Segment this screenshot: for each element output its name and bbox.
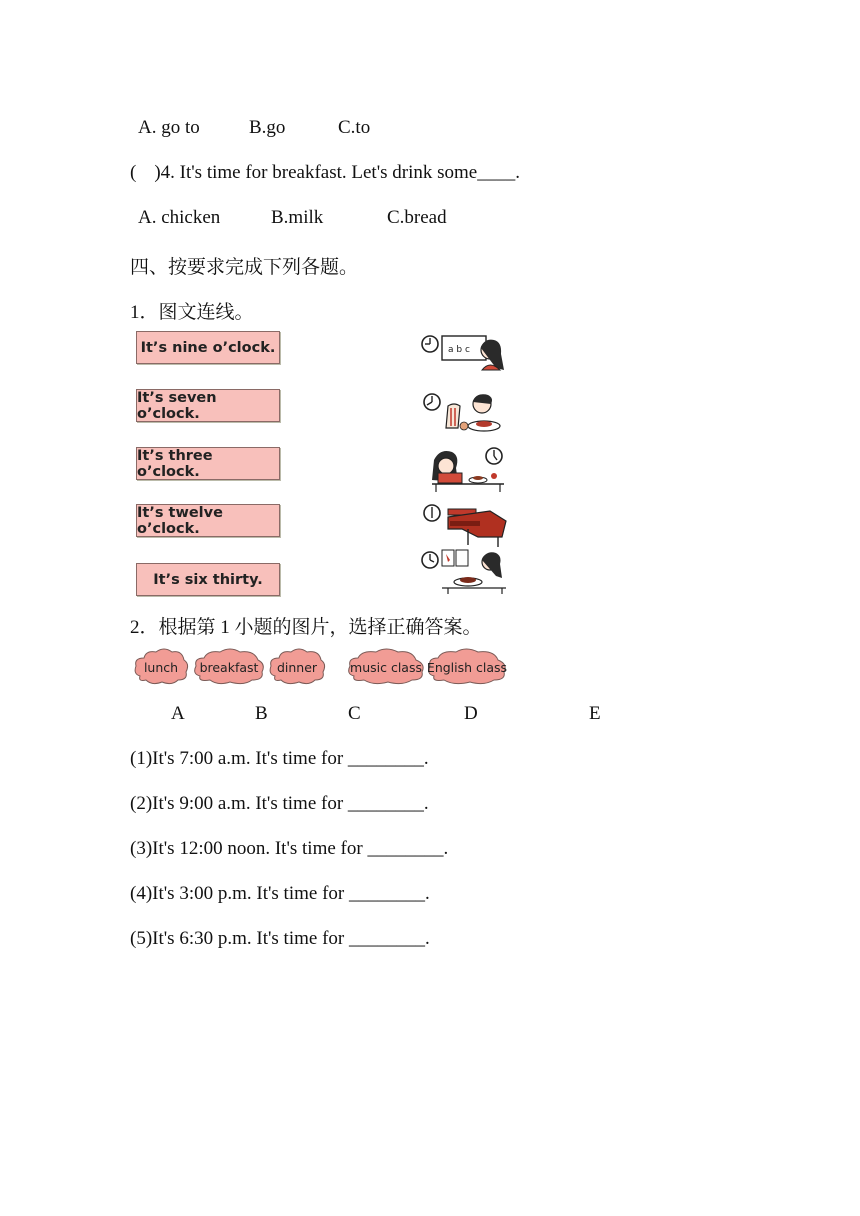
q4-option-a: A. chicken: [138, 207, 221, 228]
question-5: (5)It's 6:30 p.m. It's time for ________.: [130, 928, 430, 949]
cloud-dinner: [267, 646, 327, 688]
label-nine-oclock: It’s nine o’clock.: [136, 331, 280, 364]
cloud-dinner-text: dinner: [276, 659, 318, 675]
q4-option-c: C.bread: [387, 207, 447, 228]
dinner-picture: [418, 446, 508, 492]
section4-title: 四、按要求完成下列各题。: [130, 257, 359, 278]
cloud-music-class: [346, 646, 426, 688]
breakfast-picture: [418, 388, 508, 434]
letter-c: C: [348, 703, 361, 724]
english-class-picture: [418, 330, 508, 376]
q4-option-b: B.milk: [271, 207, 324, 228]
label-three-oclock: It’s three o’clock.: [136, 447, 280, 480]
cloud-english-class: [426, 646, 508, 688]
letter-b: B: [255, 703, 268, 724]
cloud-breakfast-text: breakfast: [199, 659, 259, 675]
cloud-english-class-text: English class: [426, 659, 508, 675]
cloud-breakfast: [192, 646, 266, 688]
question-3: (3)It's 12:00 noon. It's time for ________.: [130, 838, 449, 859]
question-4: (4)It's 3:00 p.m. It's time for ________.: [130, 883, 430, 904]
cloud-music-class-text: music class: [350, 659, 422, 675]
part2-title: 2．根据第 1 小题的图片，选择正确答案。: [130, 617, 482, 638]
letter-a: A: [171, 703, 185, 724]
q3-option-b: B.go: [249, 117, 286, 138]
q3-option-a: A. go to: [138, 117, 200, 138]
question-2: (2)It's 9:00 a.m. It's time for ________.: [130, 793, 429, 814]
letter-d: D: [464, 703, 478, 724]
q4-text: )4. It's time for breakfast. Let's drink some____.: [154, 162, 520, 183]
girl-head: [438, 458, 454, 474]
cloud-lunch-text: lunch: [143, 659, 179, 675]
cloud-lunch: [132, 646, 190, 688]
question-1: (1)It's 7:00 a.m. It's time for ________.: [130, 748, 429, 769]
music-class-picture: [418, 503, 508, 549]
letter-e: E: [589, 703, 601, 724]
q3-option-c: C.to: [338, 117, 371, 138]
q4-paren: (: [130, 162, 137, 183]
q4-line: [130, 162, 520, 184]
svg-text:a b c: a b c: [448, 345, 470, 355]
label-twelve-oclock: It’s twelve o’clock.: [136, 504, 280, 537]
lunch-picture: [418, 548, 508, 594]
part1-title: 1．图文连线。: [130, 302, 254, 323]
label-six-thirty: It’s six thirty.: [136, 563, 280, 596]
label-seven-oclock: It’s seven o’clock.: [136, 389, 280, 422]
